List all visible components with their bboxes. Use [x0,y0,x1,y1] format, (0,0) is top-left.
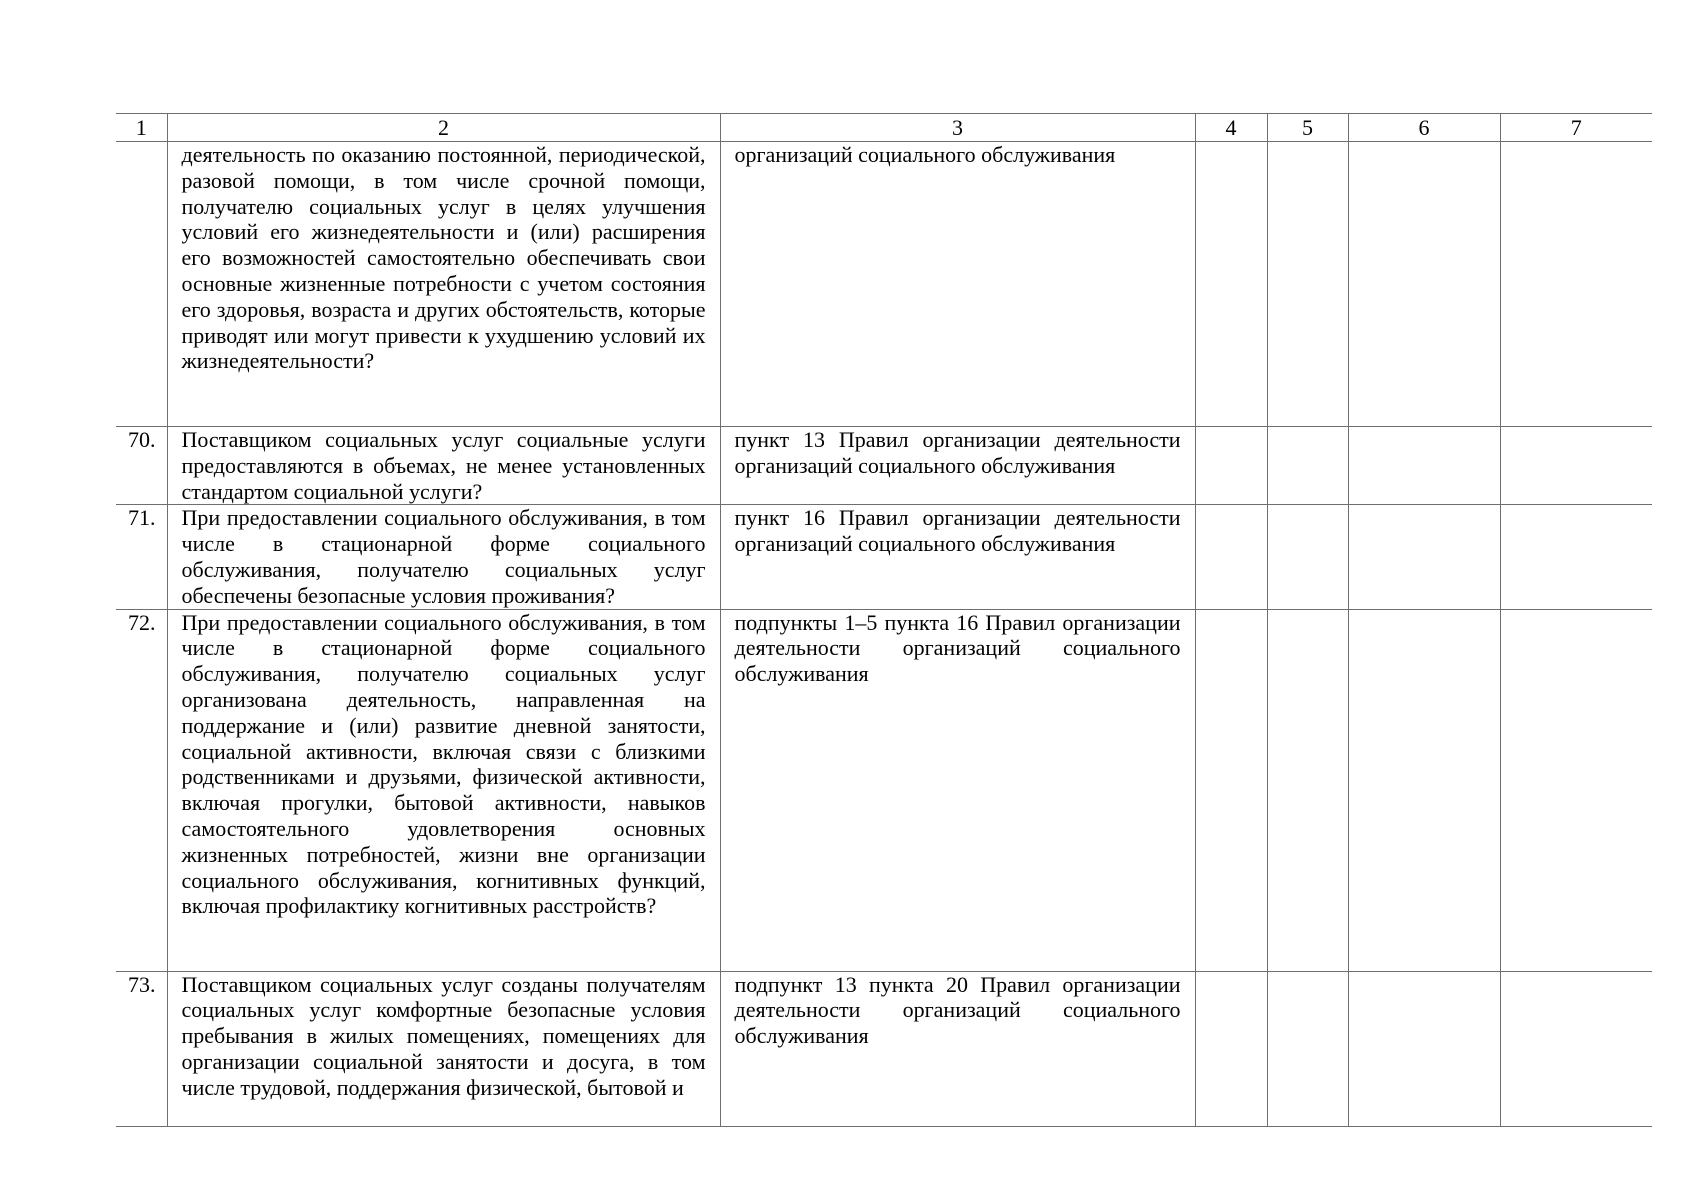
answer-cell-no [1267,142,1348,427]
question-text: Поставщиком социальных услуг созданы получателям социальных услуг комфортные безопасные условия пребывания в жилых помещениях, помещениях для организации социальной занятости и досуга, в том числе трудовой, поддержания физической, бытовой и [167,971,720,1126]
legal-reference: организаций социального обслуживания [720,142,1195,427]
answer-cell-na [1348,609,1500,971]
legal-reference: пункт 16 Правил организации деятельности организаций социального обслуживания [720,505,1195,609]
answer-cell-notes [1500,427,1652,505]
column-header-6: 6 [1348,114,1500,142]
table-row [116,971,1652,1126]
column-header-3: 3 [720,114,1195,142]
column-header-4: 4 [1195,114,1267,142]
answer-cell-na [1348,142,1500,427]
column-header-2: 2 [167,114,720,142]
checklist-table [116,113,1652,1127]
legal-reference: подпункт 13 пункта 20 Правил организации деятельности организаций социального обслуживания [720,971,1195,1126]
table-row [116,427,1652,505]
row-number: 73. [116,971,167,1126]
answer-cell-yes [1195,505,1267,609]
row-number: 72. [116,609,167,971]
answer-cell-notes [1500,142,1652,427]
row-number: 71. [116,505,167,609]
answer-cell-na [1348,427,1500,505]
legal-reference: пункт 13 Правил организации деятельности организаций социального обслуживания [720,427,1195,505]
question-text: деятельность по оказанию постоянной, периодической, разовой помощи, в том числе срочной помощи, получателю социальных услуг в целях улучшения условий его жизнедеятельности и (или) расширения его возможностей самостоятельно обеспечивать свои основные жизненные потребности с учетом состояния его здоровья, возраста и других обстоятельств, которые приводят или могут привести к ухудшению условий их жизнедеятельности? [167,142,720,427]
answer-cell-notes [1500,609,1652,971]
answer-cell-no [1267,971,1348,1126]
answer-cell-no [1267,427,1348,505]
row-number: 70. [116,427,167,505]
answer-cell-no [1267,505,1348,609]
table-row [116,142,1652,427]
answer-cell-yes [1195,427,1267,505]
answer-cell-na [1348,505,1500,609]
table-row [116,609,1652,971]
question-text: Поставщиком социальных услуг социальные услуги предоставляются в объемах, не менее установленных стандартом социальной услуги? [167,427,720,505]
answer-cell-no [1267,609,1348,971]
column-header-5: 5 [1267,114,1348,142]
row-number [116,142,167,427]
table-row [116,505,1652,609]
question-text: При предоставлении социального обслуживания, в том числе в стационарной форме социального обслуживания, получателю социальных услуг организована деятельность, направленная на поддержание и (или) развитие дневной занятости, социальной активности, включая связи с близкими родственниками и друзьями, физической активности, включая прогулки, бытовой активности, навыков самостоятельного удовлетворения основных жизненных потребностей, жизни вне организации социального обслуживания, когнитивных функций, включая профилактику когнитивных расстройств? [167,609,720,971]
answer-cell-yes [1195,609,1267,971]
column-header-7: 7 [1500,114,1652,142]
answer-cell-yes [1195,971,1267,1126]
question-text: При предоставлении социального обслуживания, в том числе в стационарной форме социального обслуживания, получателю социальных услуг обеспечены безопасные условия проживания? [167,505,720,609]
header-row [116,114,1652,142]
answer-cell-na [1348,971,1500,1126]
answer-cell-yes [1195,142,1267,427]
legal-reference: подпункты 1–5 пункта 16 Правил организации деятельности организаций социального обслуживания [720,609,1195,971]
answer-cell-notes [1500,505,1652,609]
column-header-1: 1 [116,114,167,142]
answer-cell-notes [1500,971,1652,1126]
